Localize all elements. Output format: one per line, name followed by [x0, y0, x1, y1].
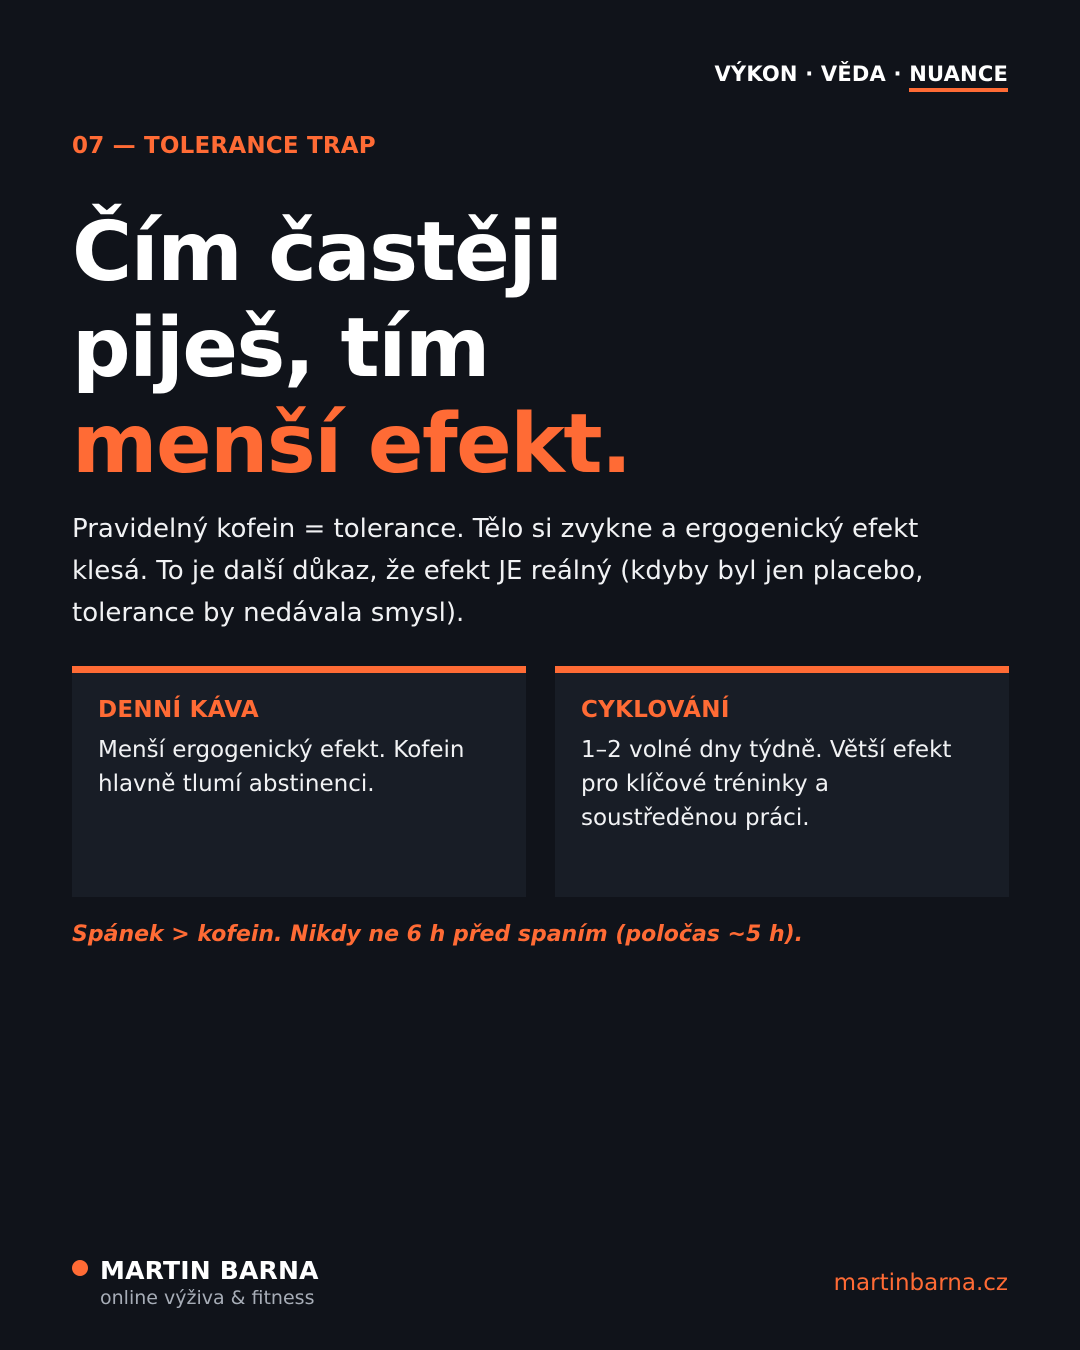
headline-line-1: Čím častěji [72, 205, 562, 300]
brand-subtitle: online výživa & fitness [100, 1287, 315, 1309]
brand-dot-icon [72, 1260, 88, 1276]
brand-name: MARTIN BARNA [100, 1256, 319, 1285]
tagline [714, 62, 1008, 92]
tagline-item-nuance: NUANCE [909, 62, 1008, 92]
sleep-note: Spánek > kofein. Nikdy ne 6 h před spaním (poločas ~5 h). [72, 922, 804, 947]
tagline-item-vykon: VÝKON [714, 62, 798, 86]
card-body: 1–2 volné dny týdně. Větší efekt pro klíčové tréninky a soustředěnou práci. [581, 737, 952, 831]
card-cycling [555, 666, 1009, 897]
headline-line-2: piješ, tím [72, 301, 489, 396]
card-body: Menší ergogenický efekt. Kofein hlavně tlumí abstinenci. [98, 737, 465, 797]
tagline-separator: · [893, 62, 902, 86]
tagline-item-veda: VĚDA [820, 62, 886, 86]
card-daily-coffee [72, 666, 526, 897]
tagline-separator: · [805, 62, 814, 86]
card-title: DENNÍ KÁVA [98, 697, 259, 723]
headline [72, 205, 1012, 493]
lead-paragraph: Pravidelný kofein = tolerance. Tělo si zvykne a ergogenický efekt klesá. To je další důkaz, že efekt JE reálný (kdyby byl jen placebo, tolerance by nedávala smysl). [72, 514, 924, 628]
website-link[interactable]: martinbarna.cz [833, 1270, 1008, 1296]
headline-line-accent: menší efekt. [72, 397, 631, 492]
section-label: 07 — TOLERANCE TRAP [72, 133, 376, 159]
card-title: CYKLOVÁNÍ [581, 697, 730, 723]
